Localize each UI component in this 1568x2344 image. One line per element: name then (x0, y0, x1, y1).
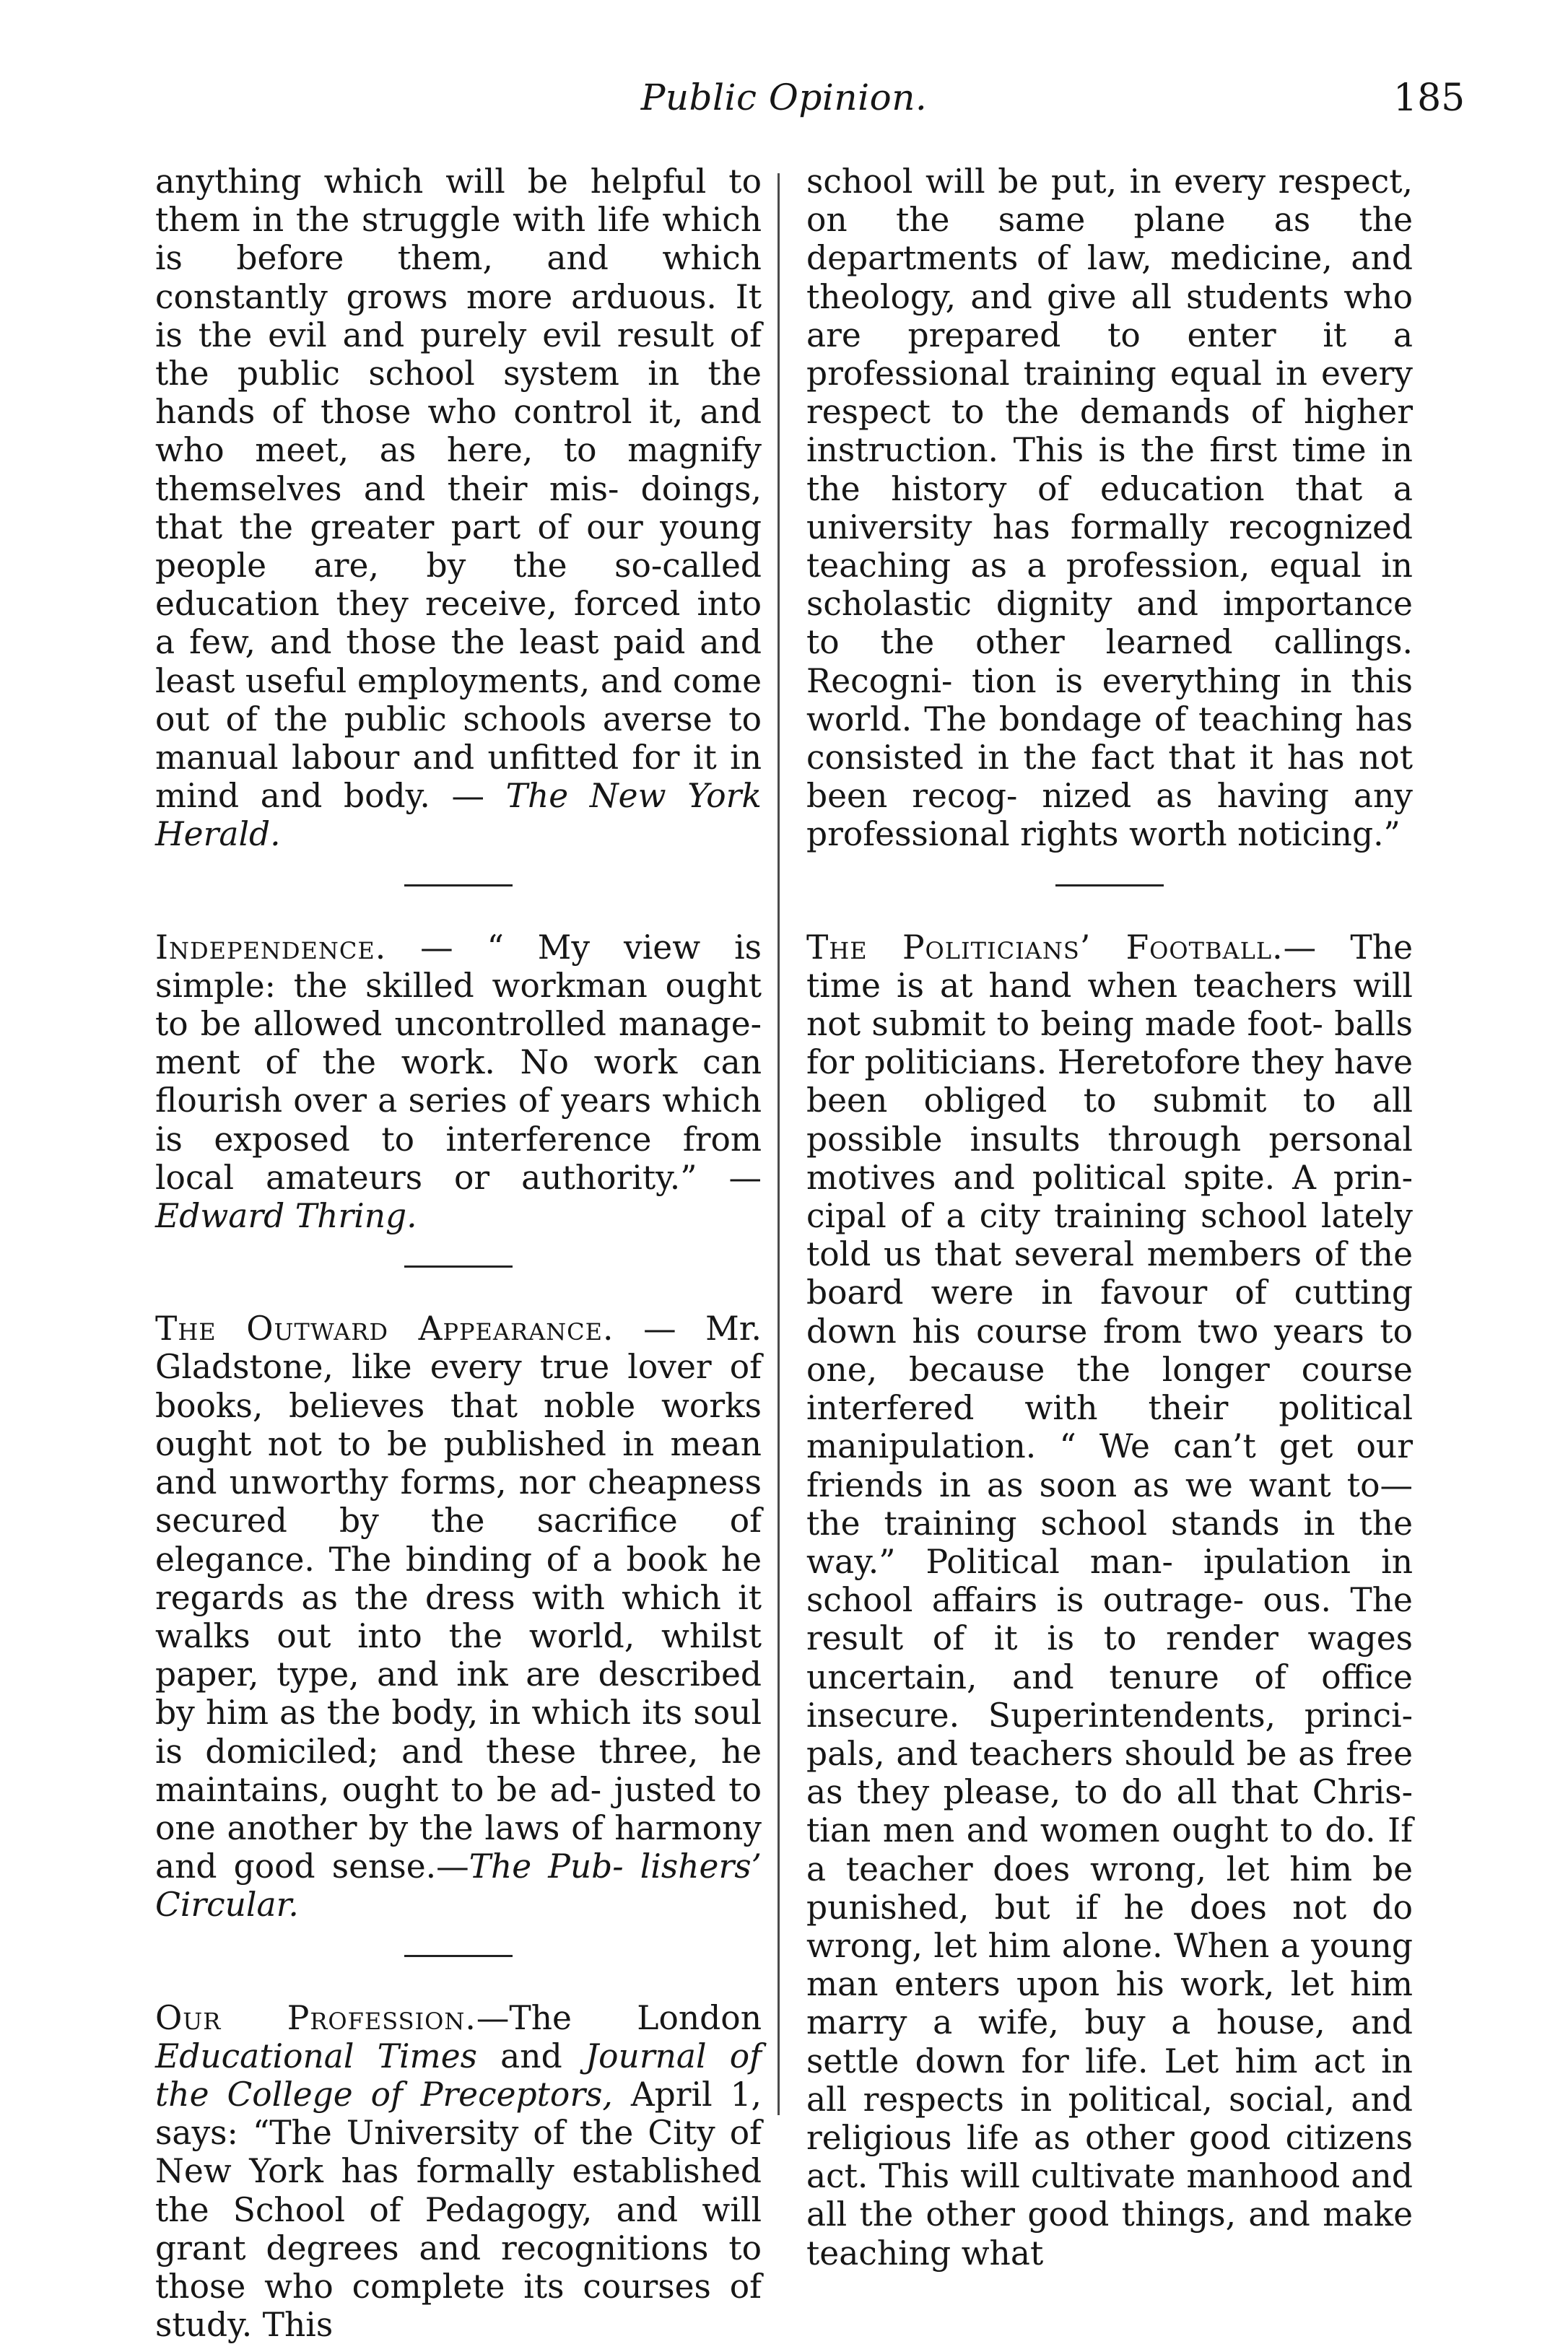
section-heading: Independence. (155, 928, 387, 967)
paragraph-politicians-football (806, 928, 1413, 2273)
left-column (155, 162, 762, 2344)
paragraph-text: — The time is at hand when teachers will not submit to being made foot- balls for politicians. Heretofore they have been obliged to submit to all possible insults through personal motives and political spite. A prin- cipal of a city training school lately told us that several members of the board were in favour of cutting down his course from two years to one, because the longer course interfered with their political manipulation. “ We can’t get our friends in as soon as we want to—the training school stands in the way.” Political man- ipulation in school affairs is outrage- ous. The result of it is to render wages uncertain, and tenure of office insecure. Superintendents, princi- pals, and teachers should be as free as they please, to do all that Chris- tian men and women ought to do. If a teacher does wrong, let him be punished, but if he does not do wrong, let him alone. When a young man enters upon his work, let him marry a wife, buy a house, and settle down for life. Let him act in all respects in political, social, and religious life as other good citizens act. This will cultivate manhood and all the other good things, and make teaching what (806, 928, 1414, 2273)
section-divider (404, 1955, 513, 1957)
column-rule (778, 173, 780, 2115)
section-divider (1055, 884, 1164, 886)
paragraph-text: — Mr. Gladstone, like every true lover of books, believes that noble works ought not to be published in mean and unworthy forms, nor cheapness secured by the sacrifice of elegance. The binding of a book he regards as the dress with which it walks out into the world, whilst paper, type, and ink are described by him as the body, in which its soul is domiciled; and these three, he maintains, ought to be ad- justed to one another by the laws of harmony and good sense.— (155, 1310, 762, 1886)
publication-title: Journal of the College of Preceptors, (155, 2036, 762, 2114)
publication-title: Educational Times (155, 2036, 477, 2075)
page-header (0, 79, 1568, 137)
paragraph-profession-continued (806, 162, 1413, 854)
section-heading: Our Profession. (155, 1998, 476, 2037)
source-attribution: The Pub- lishers’ Circular. (155, 1847, 762, 1925)
section-divider (404, 884, 513, 886)
paragraph-text: April 1, says: “The University of the City of New York has formally established the School of Pedagogy, and will grant degrees and recognitions to those who complete its courses of study. This (155, 2075, 762, 2344)
paragraph-text: — “ My view is simple: the skilled workman ought to be allowed uncontrolled manage- ment of the work. No work can flourish over a series of years which is exposed to interference from local amateurs or authority.” — (155, 928, 762, 1197)
paragraph-herald-excerpt (155, 162, 762, 854)
paragraph-our-profession (155, 1999, 762, 2344)
section-divider (404, 1265, 513, 1268)
section-heading: The Politicians’ Football. (806, 928, 1284, 967)
paragraph-text: and (476, 2036, 585, 2075)
paragraph-text: —The London (476, 1998, 762, 2037)
source-attribution: The New York Herald. (155, 777, 762, 854)
paragraph-text: anything which will be helpful to them in the struggle with life which is before them, and which constantly grows more arduous. It is the evil and purely evil result of the public school system in the hands of those who control it, and who meet, as here, to magnify themselves and their mis- doings, that the greater part of our young people are, by the so-called education they receive, forced into a few, and those the least paid and least useful employments, and come out of the public schools averse to manual labour and unfitted for it in mind and body. — (155, 162, 762, 816)
paragraph-text: school will be put, in every respect, on the same plane as the departments of law, medicine, and theology, and give all students who are prepared to enter it a professional training equal in every respect to the demands of higher instruction. This is the first time in the history of education that a university has formally recognized teaching as a profession, equal in scholastic dignity and importance to the other learned callings. Recogni- tion is everything in this world. The bondage of teaching has consisted in the fact that it has not been recog- nized as having any professional rights worth noticing.” (806, 162, 1413, 854)
paragraph-independence (155, 928, 762, 1236)
page-number: 185 (1393, 77, 1465, 120)
right-column (806, 162, 1413, 2273)
section-heading: The Outward Appearance. (155, 1310, 614, 1349)
paragraph-outward-appearance (155, 1310, 762, 1924)
source-attribution: Edward Thring. (155, 1197, 417, 1236)
running-title: Public Opinion. (640, 77, 928, 118)
